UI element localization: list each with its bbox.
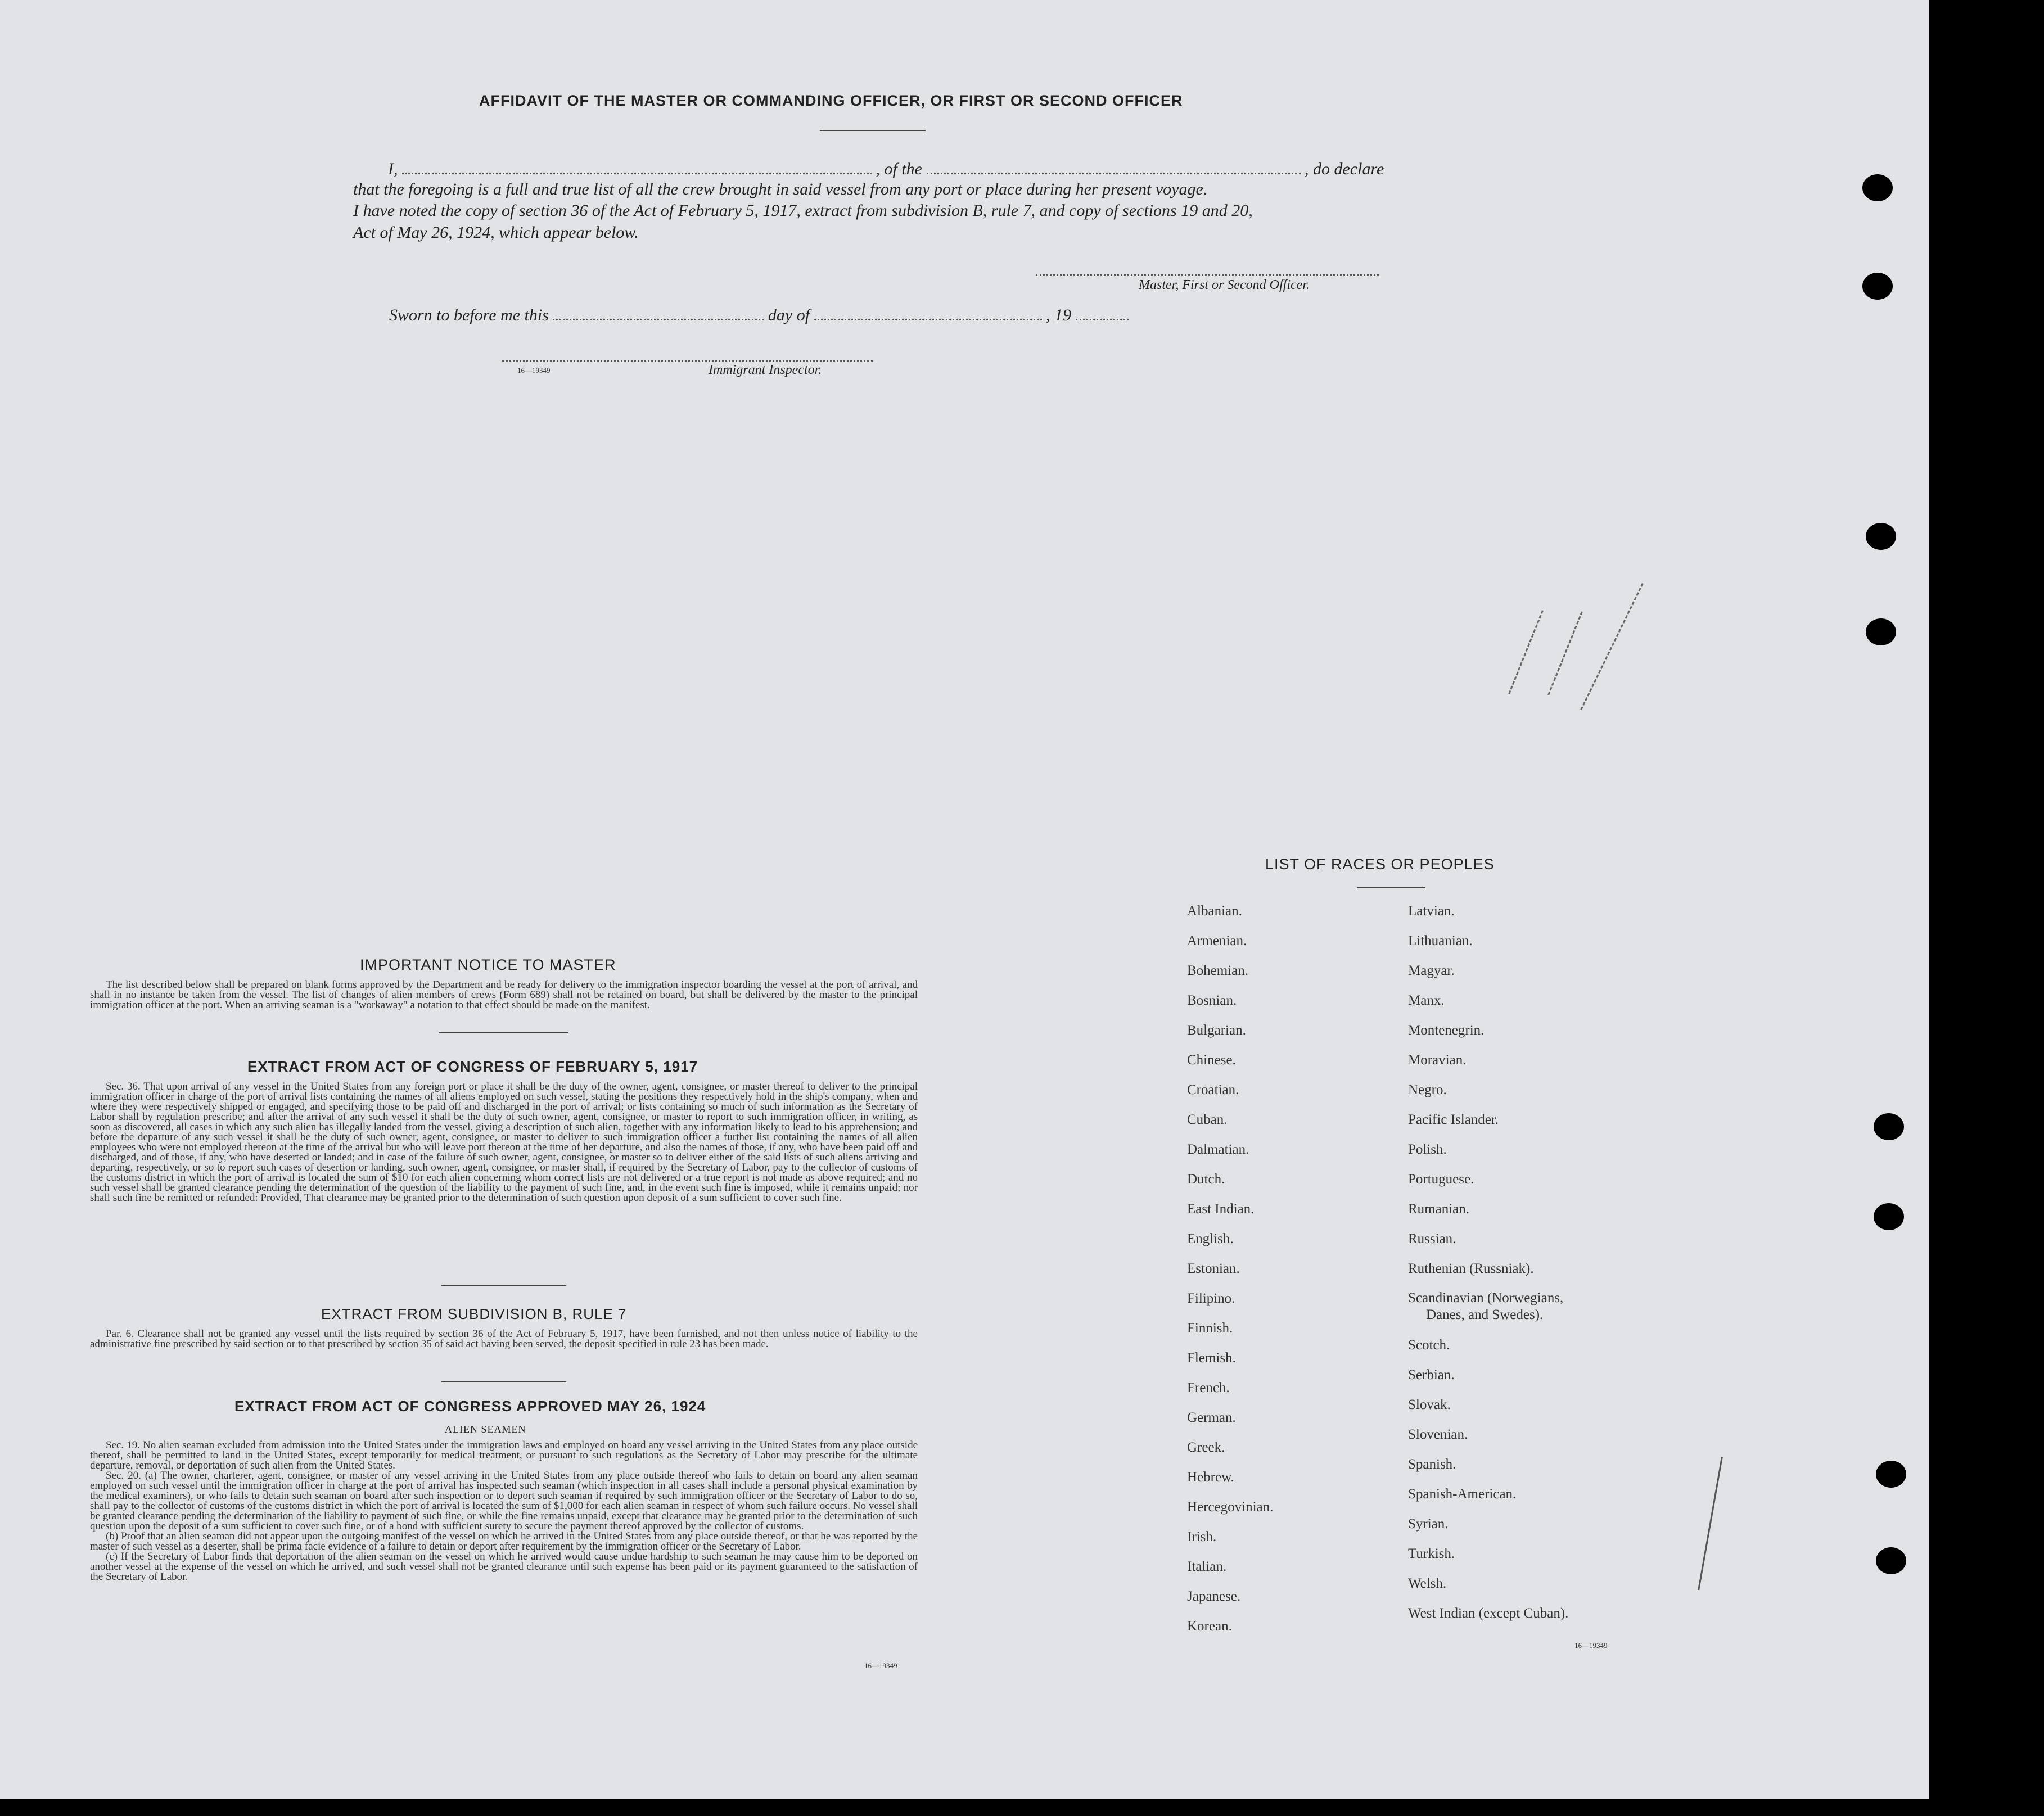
affidavit-form-number: 16—19349 bbox=[517, 366, 551, 374]
extract-1917-divider bbox=[441, 1285, 566, 1286]
races-form-number: 16—19349 bbox=[1574, 1641, 1608, 1650]
race-item: Bohemian. bbox=[1187, 963, 1249, 978]
sec20b-paragraph: (b) Proof that an alien seaman did not appear upon the outgoing manifest of the vessel on which he arrived in the United States from any place outside thereof, or that he was reported by the master of such vessel as a deserter, shall be prima facie evidence of a failure to detain or deport after requirement by the immigration officer or the Secretary of Labor. bbox=[90, 1530, 918, 1552]
race-item: Filipino. bbox=[1187, 1291, 1235, 1306]
sworn-text: Sworn to before me this bbox=[389, 306, 549, 324]
race-item: Serbian. bbox=[1408, 1367, 1455, 1383]
race-item: Rumanian. bbox=[1408, 1201, 1470, 1217]
race-item: Slovak. bbox=[1408, 1397, 1451, 1412]
master-signature-label: Master, First or Second Officer. bbox=[1139, 278, 1310, 292]
race-item: Armenian. bbox=[1187, 933, 1247, 948]
race-item: Scotch. bbox=[1408, 1338, 1450, 1353]
race-item: Polish. bbox=[1408, 1142, 1447, 1157]
sworn-day-blank[interactable] bbox=[553, 304, 764, 320]
race-item: Estonian. bbox=[1187, 1261, 1240, 1276]
punch-hole bbox=[1874, 1203, 1904, 1230]
race-item: Pacific Islander. bbox=[1408, 1112, 1499, 1127]
sec20a-paragraph: Sec. 20. (a) The owner, charterer, agent, consignee, or master of any vessel arriving in the United States from any place outside thereof who fails to detain on board any alien seaman employed on such vessel until the immigration officer in charge at the port of arrival has inspected such seaman (which inspection in all cases shall include a personal physical examination by the medical examiners), or who fails to detain such seaman on board after such inspection or to deport such seaman if required by such immigration officer or the Secretary of Labor to do so, shall pay to the collector of customs of the customs district in which the port of arrival is located the sum of $1,000 for each alien seaman in respect of whom such failure occurs. No vessel shall be granted clearance pending the determination of the liability to payment of such fine, or while the fine remains unpaid, except that clearance may be granted prior to the determination of such question upon the deposit of a sum sufficient to cover such fine, or of a bond with sufficient surety to secure the payment thereof approved by the collector of customs. bbox=[90, 1470, 918, 1532]
sworn-day-of: day of bbox=[768, 306, 810, 324]
punch-hole bbox=[1876, 1461, 1906, 1488]
name-blank[interactable] bbox=[402, 157, 872, 174]
races-title: LIST OF RACES OR PEOPLES bbox=[1265, 856, 1495, 873]
race-item: Italian. bbox=[1187, 1559, 1227, 1574]
race-item: Chinese. bbox=[1187, 1052, 1236, 1068]
race-item: Finnish. bbox=[1187, 1321, 1233, 1336]
race-item: Lithuanian. bbox=[1408, 933, 1473, 948]
race-item: Bosnian. bbox=[1187, 993, 1237, 1008]
sworn-line bbox=[389, 304, 1129, 325]
inspector-signature-line[interactable] bbox=[502, 360, 873, 362]
race-item: Hercegovinian. bbox=[1187, 1499, 1274, 1515]
notice-title: IMPORTANT NOTICE TO MASTER bbox=[360, 956, 616, 973]
extract-1924-form-number: 16—19349 bbox=[864, 1661, 897, 1670]
race-item: Irish. bbox=[1187, 1529, 1217, 1544]
race-item: Scandinavian (Norwegians, bbox=[1408, 1290, 1564, 1305]
race-item: Croatian. bbox=[1187, 1082, 1239, 1097]
extract-1924-text bbox=[90, 1440, 918, 1582]
sec20c-paragraph: (c) If the Secretary of Labor finds that deportation of the alien seaman on the vessel on which he arrived would cause undue hardship to such seaman he may cause him to be deported on another vessel at the expense of the vessel on which he arrived, and such vessel shall not be granted clearance until such expense has been paid or its payment guaranteed to the satisfaction of the Secretary of Labor. bbox=[90, 1551, 918, 1583]
vessel-blank[interactable] bbox=[927, 157, 1301, 174]
sworn-year-prefix: , 19 bbox=[1046, 306, 1072, 324]
punch-hole bbox=[1866, 523, 1896, 550]
races-divider bbox=[1357, 887, 1425, 888]
punch-hole bbox=[1876, 1547, 1906, 1574]
notice-divider bbox=[439, 1032, 568, 1033]
notice-text bbox=[90, 980, 918, 1010]
race-item: West Indian (except Cuban). bbox=[1408, 1606, 1569, 1621]
extract-1917-title: EXTRACT FROM ACT OF CONGRESS OF FEBRUARY 5, 1917 bbox=[247, 1058, 698, 1075]
affidavit-line-2: that the foregoing is a full and true list of all the crew brought in said vessel from any port or place during her present voyage. bbox=[353, 180, 1208, 198]
race-item: Cuban. bbox=[1187, 1112, 1228, 1127]
affidavit-line-4: Act of May 26, 1924, which appear below. bbox=[353, 223, 639, 242]
races-column-1 bbox=[1187, 896, 1273, 1641]
race-item: Welsh. bbox=[1408, 1576, 1447, 1591]
extract-1924-title: EXTRACT FROM ACT OF CONGRESS APPROVED MAY 26, 1924 bbox=[234, 1398, 706, 1415]
punch-hole bbox=[1866, 618, 1896, 645]
punch-hole bbox=[1874, 1113, 1904, 1140]
race-item: Portuguese. bbox=[1408, 1172, 1474, 1187]
race-item: Korean. bbox=[1187, 1619, 1232, 1634]
race-item: French. bbox=[1187, 1380, 1230, 1395]
race-item: Greek. bbox=[1187, 1440, 1225, 1455]
par6-paragraph: Par. 6. Clearance shall not be granted any vessel until the lists required by section 36 of the Act of February 5, 1917, have been furnished, and not then unless notice of liability to the administrative fine prescribed by said section or to that prescribed by section 35 of said act having been served, the deposit specified in rule 23 has been made. bbox=[90, 1328, 918, 1350]
race-item: Syrian. bbox=[1408, 1516, 1449, 1532]
affidavit-title: AFFIDAVIT OF THE MASTER OR COMMANDING OFFICER, OR FIRST OR SECOND OFFICER bbox=[479, 92, 1183, 109]
punch-hole bbox=[1862, 273, 1893, 300]
race-item: Magyar. bbox=[1408, 963, 1455, 978]
race-item: Latvian. bbox=[1408, 904, 1455, 919]
sworn-month-blank[interactable] bbox=[814, 304, 1042, 320]
affidavit-i: I, bbox=[388, 160, 398, 178]
subdivision-b-text bbox=[90, 1329, 918, 1349]
master-signature-line[interactable] bbox=[1036, 274, 1379, 276]
race-item: Turkish. bbox=[1408, 1546, 1455, 1561]
race-item: Dalmatian. bbox=[1187, 1142, 1249, 1157]
races-column-2 bbox=[1408, 896, 1568, 1628]
affidavit-of-the: , of the bbox=[876, 160, 922, 178]
race-item: Russian. bbox=[1408, 1231, 1456, 1246]
punch-hole bbox=[1862, 174, 1893, 201]
race-item: Negro. bbox=[1408, 1082, 1447, 1097]
race-item: Slovenian. bbox=[1408, 1427, 1468, 1442]
race-item: Japanese. bbox=[1187, 1589, 1241, 1604]
inspector-label: Immigrant Inspector. bbox=[709, 363, 822, 377]
subdivision-b-divider bbox=[441, 1381, 566, 1382]
pencil-mark bbox=[1698, 1457, 1723, 1591]
subdivision-b-title: EXTRACT FROM SUBDIVISION B, RULE 7 bbox=[321, 1305, 627, 1322]
race-item: Spanish-American. bbox=[1408, 1487, 1517, 1502]
race-item: Flemish. bbox=[1187, 1350, 1236, 1366]
race-item: German. bbox=[1187, 1410, 1236, 1425]
race-item: Albanian. bbox=[1187, 904, 1242, 919]
sworn-year-blank[interactable] bbox=[1076, 304, 1129, 320]
alien-seamen-subtitle: ALIEN SEAMEN bbox=[445, 1424, 526, 1435]
extract-1917-text bbox=[90, 1082, 918, 1203]
sec19-paragraph: Sec. 19. No alien seaman excluded from admission into the United States under the immigration laws and employed on board any vessel arriving in the United States from any place outside thereof, shall be permitted to land in the United States, except temporarily for medical treatment, or pursuant to such regulations as the Secretary of Labor may prescribe for the ultimate departure, removal, or deportation of such alien from the United States. bbox=[90, 1439, 918, 1471]
race-item: Moravian. bbox=[1408, 1052, 1467, 1068]
race-item: Dutch. bbox=[1187, 1172, 1225, 1187]
race-item: Montenegrin. bbox=[1408, 1023, 1485, 1038]
race-item: East Indian. bbox=[1187, 1201, 1255, 1217]
pencil-mark bbox=[1508, 610, 1544, 694]
affidavit-do-declare: , do declare bbox=[1305, 160, 1384, 178]
affidavit-line-1 bbox=[353, 157, 1384, 179]
title-divider bbox=[820, 130, 926, 131]
pencil-mark bbox=[1547, 611, 1583, 695]
notice-paragraph: The list described below shall be prepared on blank forms approved by the Department and be ready for delivery to the immigration inspector boarding the vessel at the port of arrival, and shall in no instance be taken from the vessel. The list of changes of alien members of crews (Form 689) shall not be retained on board, but shall be delivered by the master to the principal immigration officer at the port. When an arriving seaman is a "workaway" a notation to that effect should be made on the manifest. bbox=[90, 979, 918, 1011]
race-item: English. bbox=[1187, 1231, 1234, 1246]
race-item: Manx. bbox=[1408, 993, 1445, 1008]
race-item-continued: Danes, and Swedes). bbox=[1426, 1307, 1544, 1322]
affidavit-line-3: I have noted the copy of section 36 of the Act of February 5, 1917, extract from subdivision B, rule 7, and copy of sections 19 and 20, bbox=[353, 201, 1253, 220]
race-item: Ruthenian (Russniak). bbox=[1408, 1261, 1534, 1276]
race-item: Hebrew. bbox=[1187, 1470, 1234, 1485]
race-item: Spanish. bbox=[1408, 1457, 1456, 1472]
pencil-mark bbox=[1580, 583, 1643, 710]
race-item: Bulgarian. bbox=[1187, 1023, 1246, 1038]
sec36-paragraph: Sec. 36. That upon arrival of any vessel in the United States from any foreign port or place it shall be the duty of the owner, agent, consignee, or master thereof to deliver to the principal immigration officer in charge of the port of arrival lists containing the names of all aliens employed on such vessel, stating the positions they respectively hold in the ship's company, when and where they were respectively shipped or engaged, and specifying those to be paid off and discharged in the port of arrival; or lists containing so much of such information as the Secretary of Labor shall by regulation prescribe; and after the arrival of any such vessel it shall be the duty of such owner, agent, consignee, or master to report to such immigration officer, in writing, as soon as discovered, all cases in which any such alien has illegally landed from the vessel, giving a description of such alien, together with any information likely to lead to his apprehension; and before the departure of any such vessel it shall be the duty of such owner, agent, consignee, or master to deliver to such immigration officer a further list containing the names of all alien employees who were not employed thereon at the time of the arrival but who will leave port thereon at the time of her departure, and also the names of those, if any, who have been paid off and discharged, and of those, if any, who have deserted or landed; and in case of the failure of such owner, agent, consignee, or master so to deliver either of the said lists of such aliens arriving and departing, respectively, or so to report such cases of desertion or landing, such owner, agent, consignee, or master shall, if required by the Secretary of Labor, pay to the collector of customs of the customs district in which the port of arrival is located the sum of $10 for each alien concerning whom correct lists are not delivered or a true report is not made as above required; and no such vessel shall be granted clearance pending the determination of the question of the liability to the payment of such fine, and, in the event such fine is imposed, while it remains unpaid; nor shall such fine be remitted or refunded: Provided, That clearance may be granted prior to the determination of such question upon deposit of a sum sufficient to cover such fine. bbox=[90, 1081, 918, 1204]
